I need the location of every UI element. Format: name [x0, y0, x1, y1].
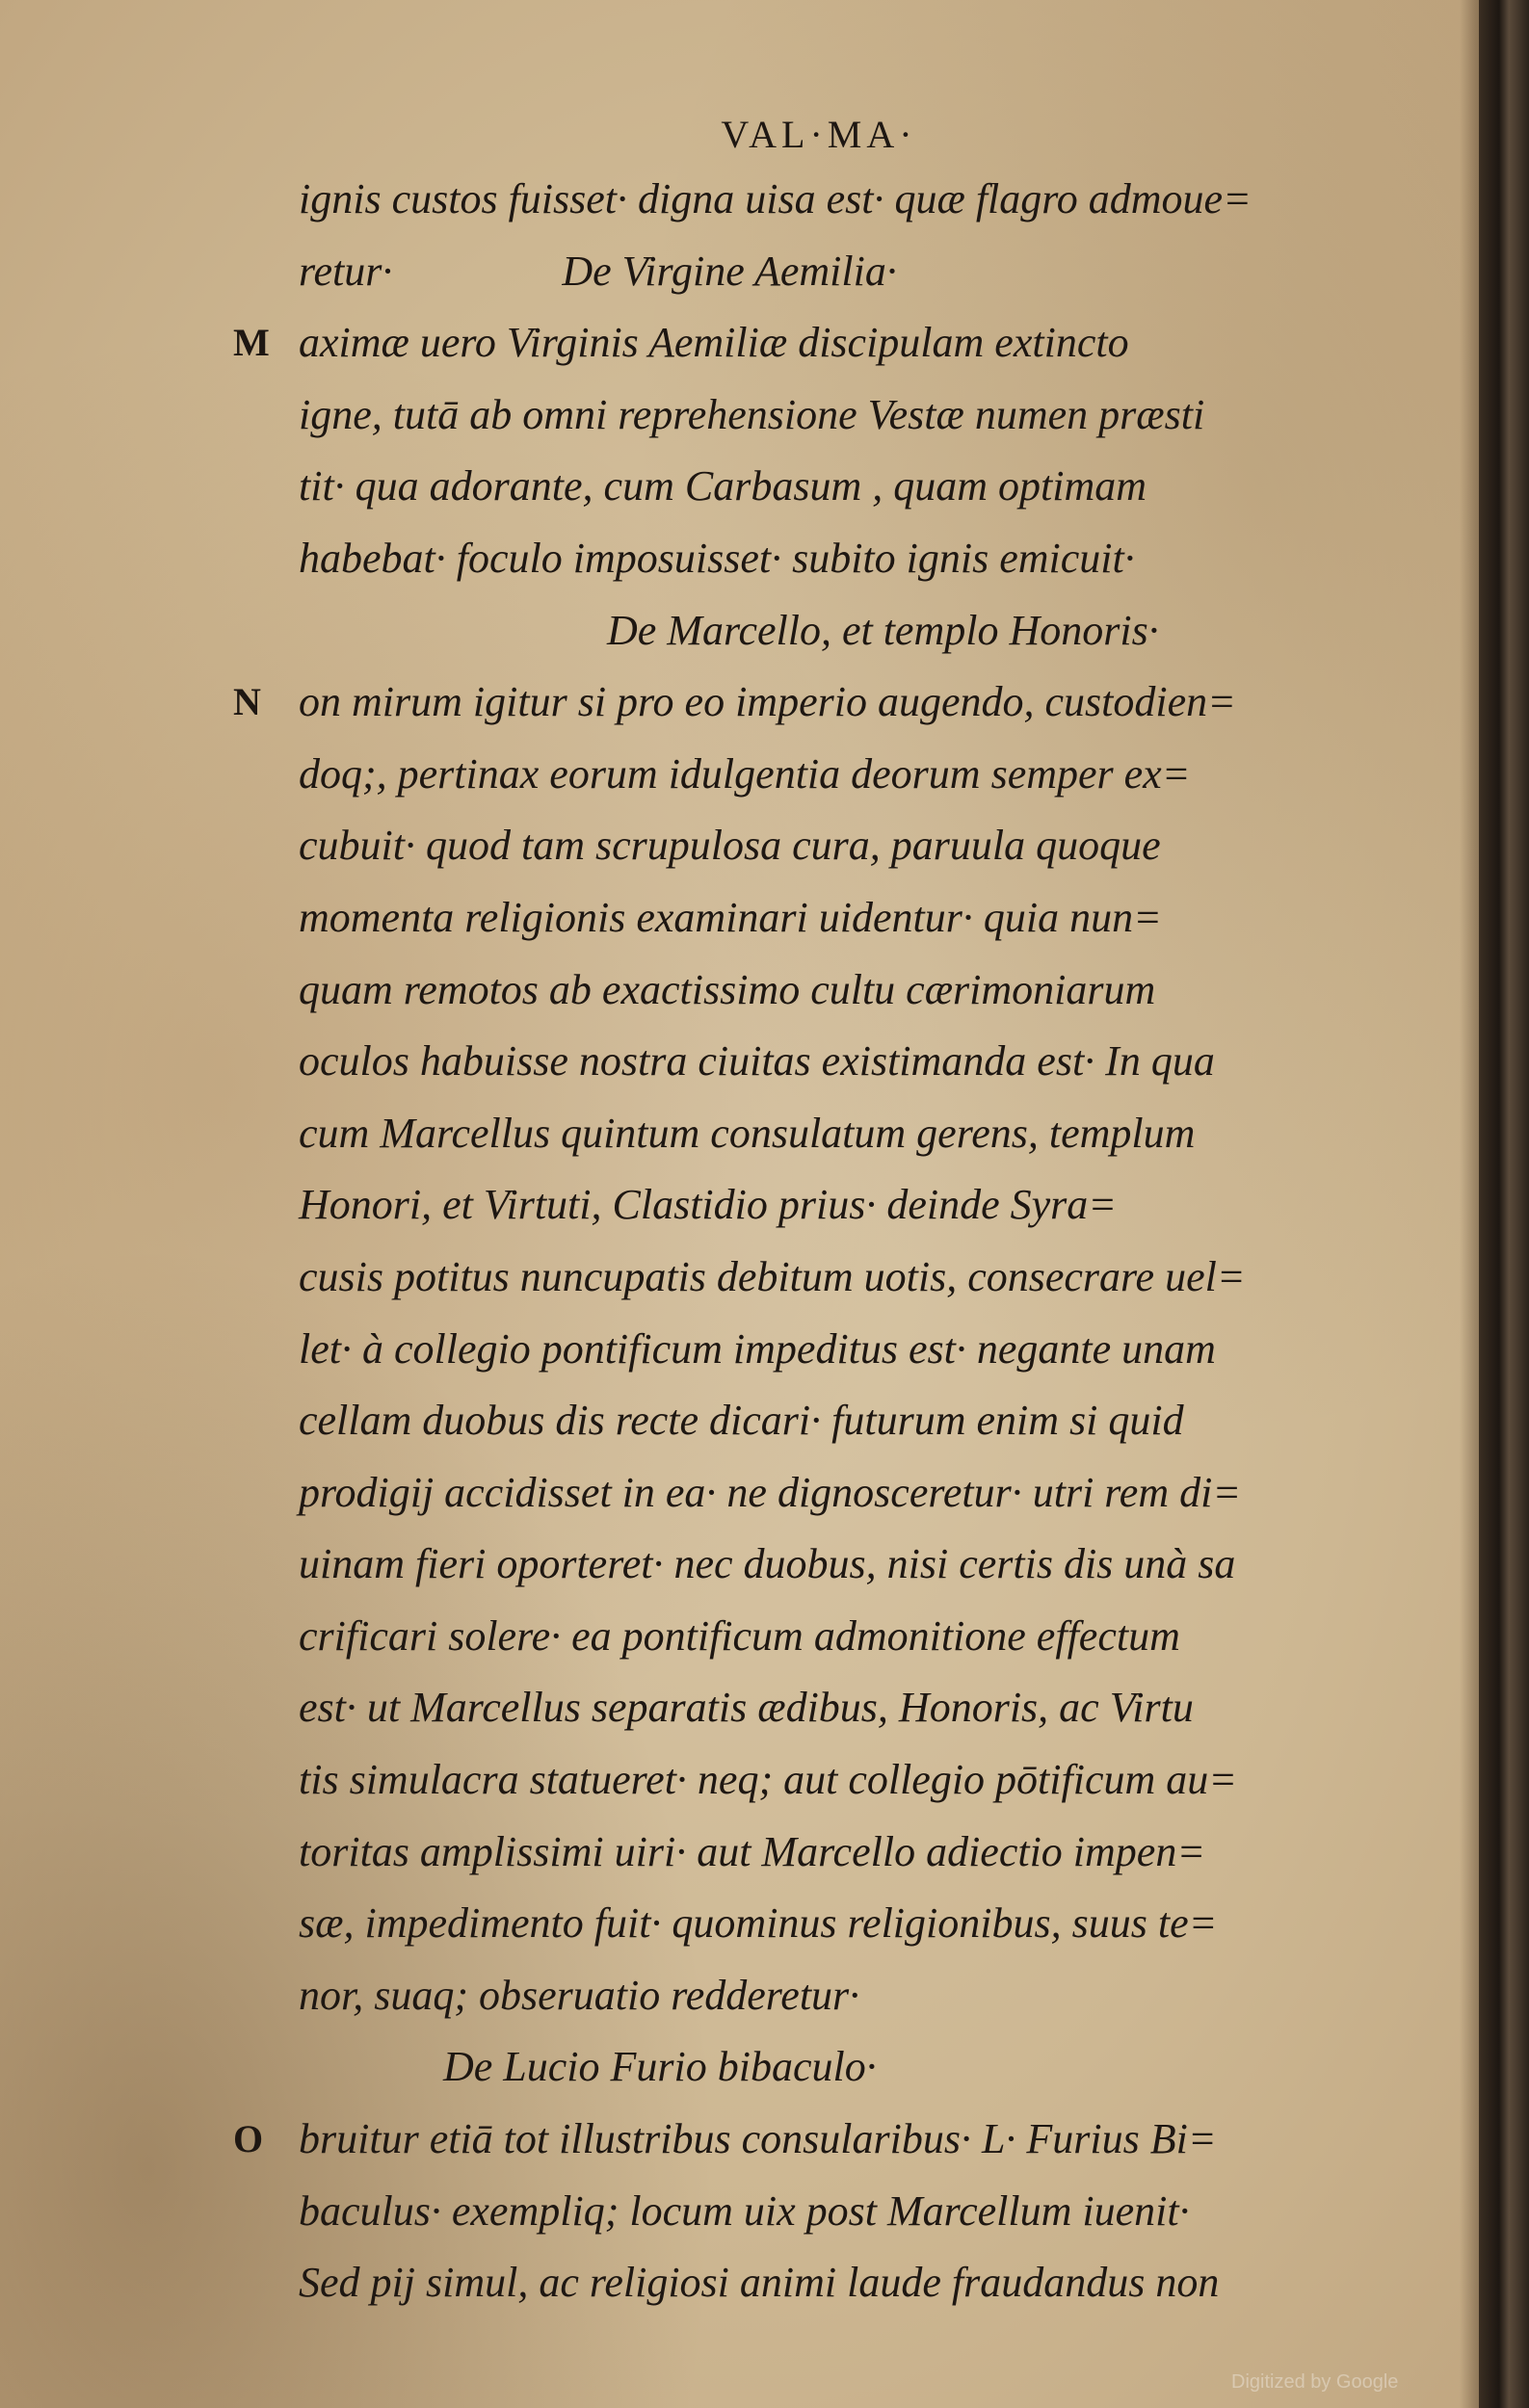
line-text: cellam duobus dis recte dicari· futurum enim si quid [299, 1397, 1184, 1445]
text-line [183, 1026, 1339, 1098]
text-line [183, 2176, 1339, 2248]
text-line [183, 164, 1339, 236]
line-text: on mirum igitur si pro eo imperio augendo, custodien= [299, 678, 1236, 726]
line-text: prodigij accidisset in ea· ne dignosceretur· utri rem di= [299, 1468, 1242, 1516]
text-line [183, 1744, 1339, 1817]
text-line [183, 1098, 1339, 1170]
line-text: doq;, pertinax eorum idulgentia deorum semper ex= [299, 749, 1191, 798]
line-text: uinam fieri oporteret· nec duobus, nisi certis dis unà sa [299, 1540, 1236, 1588]
line-text: igne, tutā ab omni reprehensione Vestæ numen præsti [299, 390, 1205, 438]
text-line [183, 236, 1339, 308]
line-text: De Marcello, et templo Honoris· [607, 606, 1159, 654]
text-line [183, 2104, 1339, 2176]
text-line [183, 1169, 1339, 1242]
line-text: oculos habuisse nostra ciuitas existimanda est· In qua [299, 1037, 1215, 1086]
section-heading [183, 595, 1339, 667]
line-text: aximæ uero Virginis Aemiliæ discipulam extincto [299, 319, 1129, 367]
text-line [183, 1672, 1339, 1744]
text-line [183, 1888, 1339, 1960]
line-text: tit· qua adorante, cum Carbasum , quam optimam [299, 462, 1147, 510]
watermark: Digitized by Google [1231, 2371, 1399, 2393]
text-lines [183, 164, 1339, 2319]
line-text: cubuit· quod tam scrupulosa cura, paruula quoque [299, 822, 1161, 870]
text-line [183, 523, 1339, 595]
text-line [183, 307, 1339, 380]
drop-initial: M [233, 321, 270, 365]
text-line [183, 739, 1339, 811]
text-line [183, 1314, 1339, 1386]
line-text: Honori, et Virtuti, Clastidio prius· deinde Syra= [299, 1181, 1117, 1229]
text-line [183, 1601, 1339, 1673]
text-block [183, 106, 1339, 2319]
line-text: nor, suaq; obseruatio redderetur· [299, 1971, 860, 2019]
text-line [183, 955, 1339, 1027]
line-text: tis simulacra statueret· neq; aut collegio pōtificum au= [299, 1756, 1237, 1804]
line-text: retur· De Virgine Aemilia· [299, 247, 897, 295]
text-line [183, 451, 1339, 523]
line-text: Sed pij simul, ac religiosi animi laude fraudandus non [299, 2259, 1220, 2307]
text-line [183, 667, 1339, 739]
text-line [183, 380, 1339, 452]
line-text: bruitur etiā tot illustribus consularibus· L· Furius Bi= [299, 2115, 1217, 2163]
line-text: crificari solere· ea pontificum admonitione effectum [299, 1611, 1180, 1660]
text-line [183, 2247, 1339, 2319]
drop-initial: N [233, 680, 261, 724]
page-edge-shadow [1460, 0, 1479, 2408]
text-line [183, 810, 1339, 882]
drop-initial: O [233, 2117, 264, 2161]
line-text: let· à collegio pontificum impeditus est· negante unam [299, 1324, 1216, 1373]
section-heading [183, 2031, 1339, 2104]
line-text: cusis potitus nuncupatis debitum uotis, consecrare uel= [299, 1252, 1246, 1300]
line-text: momenta religionis examinari uidentur· quia nun= [299, 893, 1162, 941]
text-line [183, 1385, 1339, 1457]
text-line [183, 1960, 1339, 2032]
line-text: De Lucio Furio bibaculo· [443, 2043, 877, 2091]
text-line [183, 1457, 1339, 1530]
line-text: cum Marcellus quintum consulatum gerens, templum [299, 1109, 1196, 1157]
text-line [183, 1817, 1339, 1889]
running-head: VAL·MA· [721, 113, 917, 156]
book-gutter [1479, 0, 1529, 2408]
line-text: baculus· exempliq; locum uix post Marcellum iuenit· [299, 2186, 1190, 2235]
text-line [183, 1529, 1339, 1601]
line-text: sæ, impedimento fuit· quominus religionibus, suus te= [299, 1899, 1218, 1948]
text-line [183, 882, 1339, 955]
line-text: toritas amplissimi uiri· aut Marcello adiectio impen= [299, 1827, 1206, 1875]
line-text: est· ut Marcellus separatis ædibus, Honoris, ac Virtu [299, 1684, 1194, 1732]
line-text: ignis custos fuisset· digna uisa est· quæ flagro admoue= [299, 175, 1252, 222]
text-line [183, 1242, 1339, 1314]
line-text: quam remotos ab exactissimo cultu cærimoniarum [299, 965, 1156, 1013]
line-text: habebat· foculo imposuisset· subito ignis emicuit· [299, 534, 1135, 582]
